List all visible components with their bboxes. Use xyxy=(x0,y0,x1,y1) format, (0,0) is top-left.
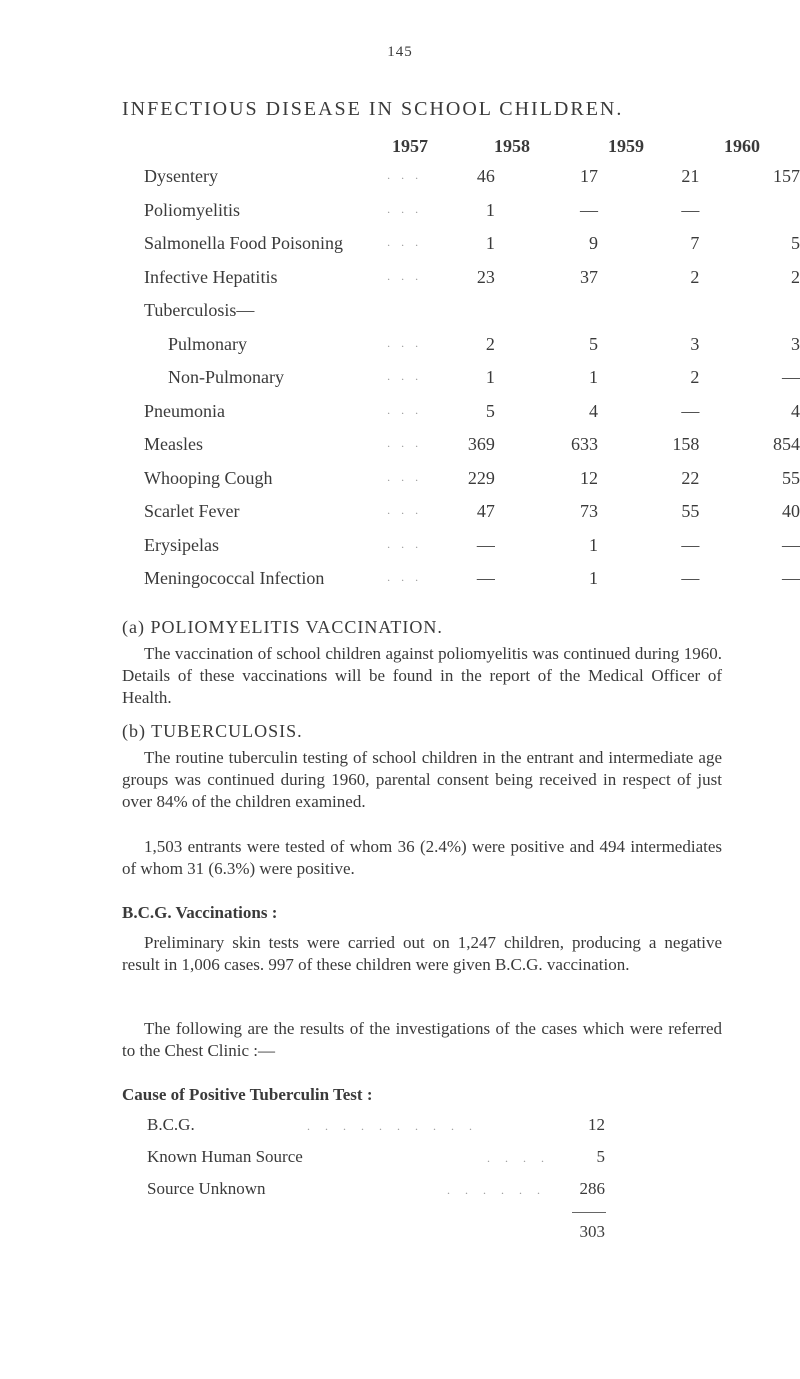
row-label: Dysentery xyxy=(144,166,218,187)
row-label: Poliomyelitis xyxy=(144,199,241,220)
cell-1959: 55 xyxy=(681,501,700,522)
page-title: INFECTIOUS DISEASE IN SCHOOL CHILDREN. xyxy=(122,98,624,120)
cause-total-row xyxy=(147,1222,605,1246)
row-label-cell: Pulmonary . . . xyxy=(144,328,434,362)
year-header: 1959 xyxy=(608,136,644,156)
section-b-heading: (b) TUBERCULOSIS. xyxy=(122,721,303,741)
table-row xyxy=(144,395,800,429)
cell-1959: 7 xyxy=(690,233,700,254)
cell-1958: 12 xyxy=(579,467,598,488)
cause-label: Source Unknown xyxy=(147,1179,266,1198)
cause-label: Known Human Source xyxy=(147,1147,303,1166)
row-label: Measles xyxy=(144,434,203,455)
cell-1957 xyxy=(434,294,495,328)
row-label-cell: Poliomyelitis . . . xyxy=(144,199,423,220)
cause-value: 12 xyxy=(588,1115,605,1134)
cell-1960 xyxy=(699,194,800,228)
row-label-cell: Non-Pulmonary . . . xyxy=(144,361,434,395)
year-header: 1957 xyxy=(392,136,428,156)
table-row xyxy=(144,294,800,328)
cell-1958: 4 xyxy=(588,400,598,421)
row-label: Erysipelas xyxy=(144,534,219,555)
year-header: 1958 xyxy=(494,136,530,156)
cell-1958: 17 xyxy=(579,166,598,187)
row-label-cell: Dysentery . . . xyxy=(144,166,423,187)
row-label-cell: Erysipelas . . . xyxy=(144,534,423,555)
cell-1957: 229 xyxy=(467,467,495,488)
row-label: Infective Hepatitis xyxy=(144,266,278,287)
section-b-paragraph-2: 1,503 entrants were tested of whom 36 (2.4%) were positive and 494 intermediates of whom 31 (6.3%) were positive. xyxy=(122,837,722,878)
row-label: Meningococcal Infection xyxy=(144,568,325,589)
cell-1958: 73 xyxy=(579,501,598,522)
cell-1958: 37 xyxy=(579,266,598,287)
total-rule xyxy=(572,1212,606,1213)
cell-1960: — xyxy=(782,534,800,555)
cell-1958: 1 xyxy=(588,367,598,388)
bcg-text: Preliminary skin tests were carried out on 1,247 children, producing a negative result in 1,006 cases. 997 of these children were given B.C.G. vaccination. xyxy=(122,933,722,974)
table-row xyxy=(144,227,800,261)
cell-1960: 55 xyxy=(782,467,800,488)
cell-1960: — xyxy=(782,367,800,388)
cell-1959: 3 xyxy=(690,333,700,354)
followup-text: The following are the results of the investigations of the cases which were referred to the Chest Clinic :— xyxy=(122,1019,722,1060)
page-number: 145 xyxy=(387,44,413,60)
section-a-text: The vaccination of school children against poliomyelitis was continued during 1960. Details of these vaccinations will be found in the report of the Medical Officer of Health. xyxy=(122,644,722,707)
cause-heading: Cause of Positive Tuberculin Test : xyxy=(122,1085,373,1104)
table-row xyxy=(144,261,800,295)
table-row xyxy=(144,428,800,462)
cell-1959: — xyxy=(681,199,700,220)
bcg-heading: B.C.G. Vaccinations : xyxy=(122,903,278,922)
cell-1959: — xyxy=(681,568,700,589)
cell-1960: 4 xyxy=(791,400,800,421)
row-label: Pulmonary xyxy=(168,333,247,354)
cell-1957: 1 xyxy=(485,233,495,254)
cell-1957: 23 xyxy=(476,266,495,287)
row-label: Pneumonia xyxy=(144,400,225,421)
cause-total: 303 xyxy=(579,1222,605,1241)
row-label-cell: Salmonella Food Poisoning . . . xyxy=(144,233,423,254)
table-row xyxy=(144,328,800,362)
row-label-cell: Meningococcal Infection . . . xyxy=(144,568,423,589)
row-label-cell: Whooping Cough . . . xyxy=(144,467,423,488)
cell-1958: 5 xyxy=(588,333,598,354)
year-header: 1960 xyxy=(724,136,760,156)
disease-table xyxy=(144,160,800,596)
cell-1960: 157 xyxy=(773,166,800,187)
cell-1960: 854 xyxy=(773,434,800,455)
cell-1958 xyxy=(495,294,598,328)
cell-1959: — xyxy=(681,534,700,555)
cell-1957: 2 xyxy=(485,333,495,354)
cell-1957: 1 xyxy=(485,199,495,220)
cell-1957: 47 xyxy=(476,501,495,522)
table-row xyxy=(144,529,800,563)
row-label-cell: Scarlet Fever . . . xyxy=(144,501,423,522)
cause-value: 5 xyxy=(596,1147,605,1166)
table-row xyxy=(144,160,800,194)
cell-1958: 1 xyxy=(588,568,598,589)
table-row xyxy=(144,361,800,395)
cell-1957: 369 xyxy=(467,434,495,455)
row-label: Whooping Cough xyxy=(144,467,273,488)
cell-1959: 158 xyxy=(672,434,700,455)
row-label-cell xyxy=(144,294,434,328)
cell-1958: 9 xyxy=(588,233,598,254)
cell-1957: 5 xyxy=(485,400,495,421)
row-label-cell: Infective Hepatitis . . . xyxy=(144,266,423,287)
cause-row: Known Human Source . . . . 5 xyxy=(147,1147,605,1166)
table-row xyxy=(144,562,800,596)
section-b-paragraph-1: The routine tuberculin testing of school children in the entrant and intermediate age groups was continued during 1960, parental consent being received in respect of just over 84% of the children examined. xyxy=(122,748,722,811)
cell-1957: — xyxy=(476,568,495,589)
cell-1958: 1 xyxy=(588,534,598,555)
cell-1960: 5 xyxy=(791,233,800,254)
cause-row: B.C.G. . . . . . . . . . . 12 xyxy=(147,1115,605,1134)
row-label-cell: Measles . . . xyxy=(144,434,423,455)
cell-1960 xyxy=(699,294,800,328)
cell-1960: — xyxy=(782,568,800,589)
row-label: Non-Pulmonary xyxy=(168,367,284,388)
cell-1959: 22 xyxy=(681,467,700,488)
cell-1959: — xyxy=(681,400,700,421)
cell-1960: 3 xyxy=(791,333,800,354)
row-label: Scarlet Fever xyxy=(144,501,240,522)
cause-row: Source Unknown . . . . . . 286 xyxy=(147,1179,605,1198)
table-row xyxy=(144,194,800,228)
row-label-cell: Pneumonia . . . xyxy=(144,400,423,421)
cause-value: 286 xyxy=(579,1179,605,1198)
cause-label: B.C.G. xyxy=(147,1115,195,1134)
row-label: Salmonella Food Poisoning xyxy=(144,233,344,254)
cell-1957: 46 xyxy=(476,166,495,187)
cell-1959: 2 xyxy=(690,266,700,287)
cell-1958: — xyxy=(579,199,598,220)
cell-1958: 633 xyxy=(570,434,598,455)
cell-1960: 40 xyxy=(782,501,800,522)
cell-1959: 2 xyxy=(690,367,700,388)
cell-1959: 21 xyxy=(681,166,700,187)
table-row xyxy=(144,462,800,496)
cell-1959 xyxy=(598,294,699,328)
cell-1957: — xyxy=(476,534,495,555)
table-row xyxy=(144,495,800,529)
row-label: Tuberculosis— xyxy=(144,300,255,321)
cell-1957: 1 xyxy=(485,367,495,388)
section-a-heading: (a) POLIOMYELITIS VACCINATION. xyxy=(122,617,443,637)
cell-1960: 2 xyxy=(791,266,800,287)
